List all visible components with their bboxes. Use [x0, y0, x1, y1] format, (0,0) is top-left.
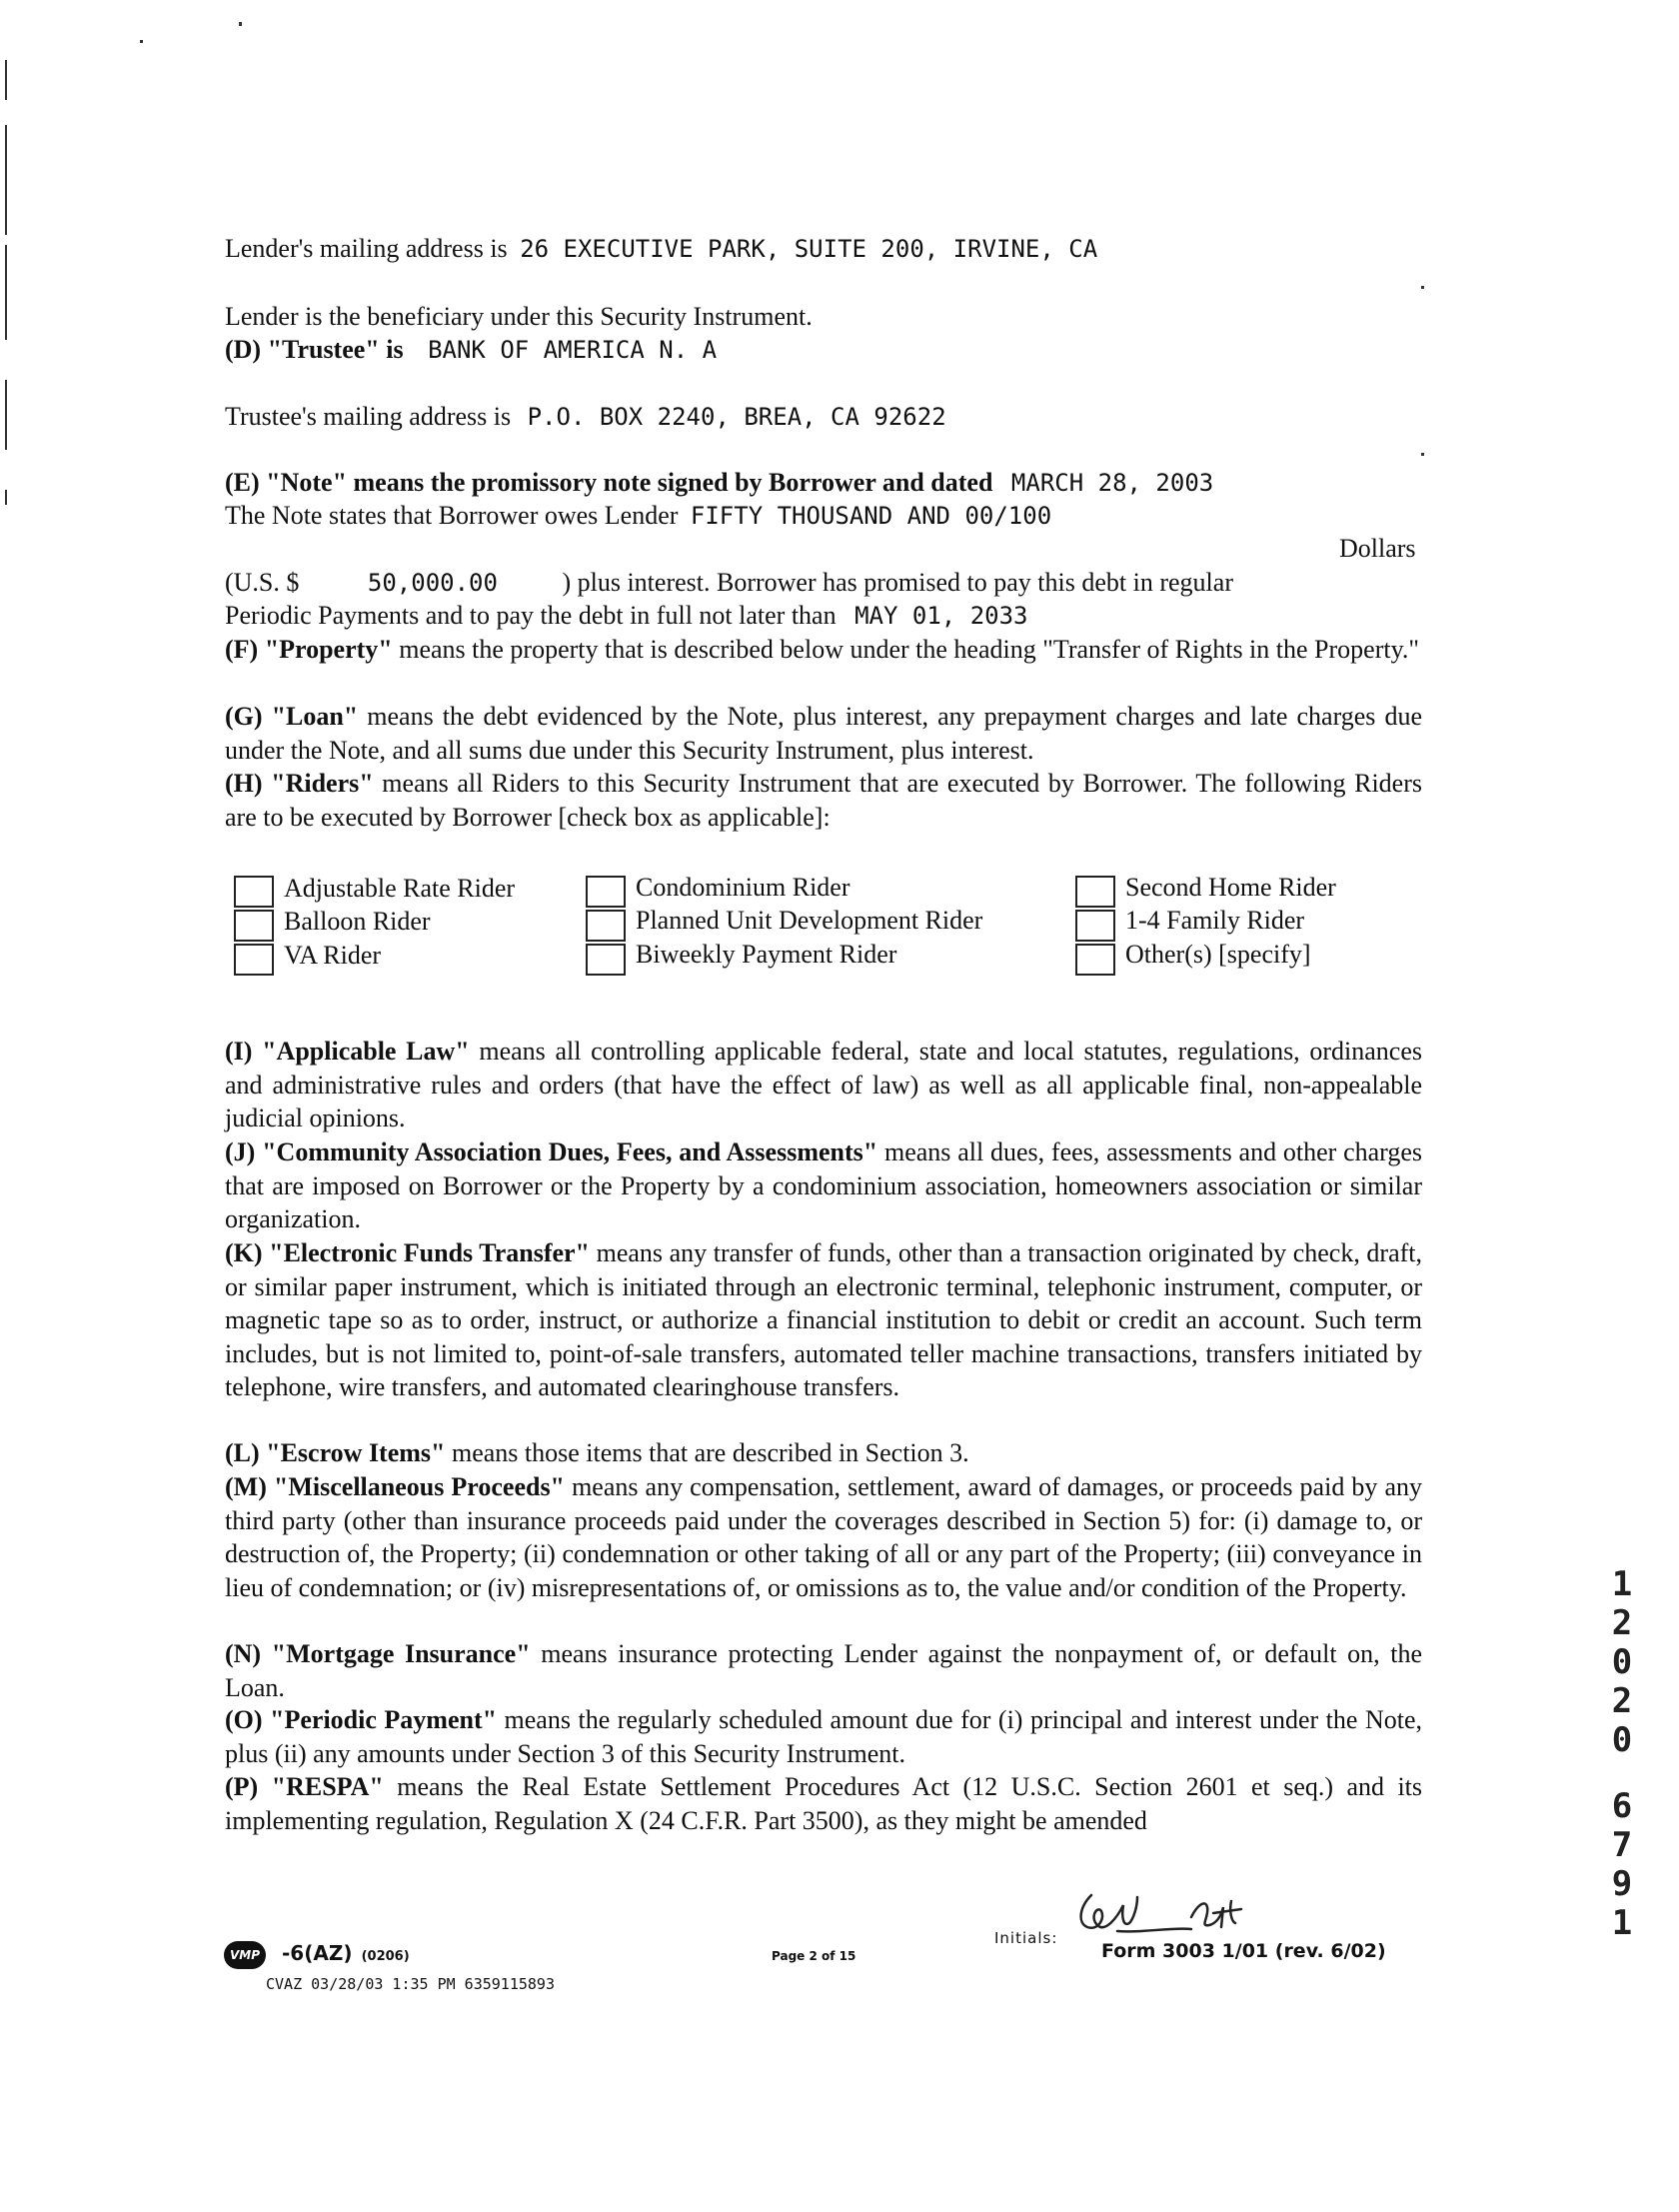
definition-term: (O) "Periodic Payment": [225, 1705, 498, 1734]
page-number: Page 2 of 15: [772, 1949, 856, 1963]
condominium-rider-checkbox[interactable]: [586, 876, 626, 908]
rider-label: VA Rider: [284, 941, 382, 970]
definition-term: (L) "Escrow Items": [225, 1438, 446, 1467]
definition-mortgage-insurance: [225, 1637, 1422, 1704]
definition-term: (M) "Miscellaneous Proceeds": [225, 1472, 565, 1501]
form-rev: (0206): [361, 1949, 410, 1964]
definition-loan: [225, 700, 1422, 767]
scan-mark: [5, 490, 7, 505]
definition-text: means the debt evidenced by the Note, plus interest, any prepayment charges and late charges due under the Note, and all sums due under this Security Instrument, plus interest.: [225, 702, 1422, 765]
note-owes-label: The Note states that Borrower owes Lender: [225, 501, 679, 530]
trustee-address-value: P.O. BOX 2240, BREA, CA 92622: [527, 403, 946, 431]
scan-mark: [1421, 453, 1424, 456]
rider-label: Adjustable Rate Rider: [284, 874, 516, 903]
one-four-family-rider-checkbox[interactable]: [1075, 910, 1115, 942]
adjustable-rate-rider-checkbox[interactable]: [234, 876, 274, 908]
lender-address-line: [225, 232, 1097, 266]
us-label: (U.S. $: [225, 568, 300, 597]
print-stamp: CVAZ 03/28/03 1:35 PM 6359115893: [266, 1975, 555, 1993]
definition-respa: [225, 1770, 1422, 1837]
definition-periodic-payment: [225, 1703, 1422, 1770]
definition-term: (I) "Applicable Law": [225, 1037, 470, 1066]
rider-label: 1-4 Family Rider: [1125, 906, 1305, 935]
initials-signature: [1071, 1887, 1271, 1943]
definition-text: means any compensation, settlement, award of damages, or proceeds paid by any third party (other than insurance proceeds paid under the coverages described in Section 5) for: (i) damage to, or destruction of, the Property; (ii) condemnation or other taking of all or any part of the Property; (iii) conveyance in lieu of condemnation; or (iv) misrepresentations of, or omissions as to, the value and/or condition of the Property.: [225, 1472, 1422, 1602]
definition-term: (G) "Loan": [225, 702, 359, 731]
scan-mark: [140, 40, 143, 43]
lender-address-label: Lender's mailing address is: [225, 234, 508, 263]
second-home-rider-checkbox[interactable]: [1075, 876, 1115, 908]
form-code: [282, 1941, 410, 1965]
others-rider-checkbox[interactable]: [1075, 944, 1115, 976]
note-line-3-rest: ) plus interest. Borrower has promised to pay this debt in regular: [562, 568, 1233, 597]
definition-text: means all Riders to this Security Instrument that are executed by Borrower. The following Riders are to be executed by Borrower [check box as applicable]:: [225, 769, 1422, 832]
note-line-4: [225, 599, 1027, 633]
definition-term: (N) "Mortgage Insurance": [225, 1639, 531, 1668]
vmp-logo-text: VMP: [229, 1948, 261, 1962]
recording-digit: 2: [1611, 1681, 1633, 1721]
form-code-value: -6(AZ): [282, 1941, 353, 1965]
definition-text: means all dues, fees, assessments and other charges that are imposed on Borrower or the Property by a condominium association, homeowners association or similar organization.: [225, 1137, 1422, 1233]
pud-rider-checkbox[interactable]: [586, 910, 626, 942]
note-line-3: [225, 566, 1233, 600]
definition-association-dues: [225, 1135, 1422, 1236]
scan-mark: [5, 60, 7, 100]
scan-mark: [5, 380, 7, 450]
recording-digit: 1: [1611, 1564, 1633, 1604]
biweekly-payment-rider-checkbox[interactable]: [586, 944, 626, 976]
rider-label: Second Home Rider: [1125, 873, 1336, 902]
rider-label: Condominium Rider: [636, 873, 850, 902]
note-date: MARCH 28, 2003: [1010, 469, 1214, 497]
note-amount-words: FIFTY THOUSAND AND 00/100: [690, 502, 1052, 530]
recording-digit: 2: [1611, 1603, 1633, 1643]
trustee-label: (D) "Trustee" is: [225, 335, 404, 364]
form-number: Form 3003 1/01 (rev. 6/02): [1101, 1940, 1386, 1962]
definition-term: (K) "Electronic Funds Transfer": [225, 1238, 590, 1267]
scan-mark: [5, 125, 7, 235]
definition-term: (H) "Riders": [225, 769, 374, 798]
definition-term: (F) "Property": [225, 635, 393, 664]
note-label: (E) "Note" means the promissory note signed by Borrower and dated: [225, 468, 993, 497]
initials-label: Initials:: [994, 1929, 1058, 1947]
definition-text: means the property that is described below under the heading "Transfer of Rights in the Property.": [392, 635, 1420, 664]
note-line-2: [225, 499, 1051, 533]
definition-text: means insurance protecting Lender against the nonpayment of, or default on, the Loan.: [225, 1639, 1422, 1702]
definition-property: [225, 633, 1422, 667]
definition-electronic-funds-transfer: [225, 1236, 1422, 1404]
rider-label: Other(s) [specify]: [1125, 940, 1311, 969]
rider-label: Planned Unit Development Rider: [636, 906, 983, 935]
definition-term: (J) "Community Association Dues, Fees, and Assessments": [225, 1137, 878, 1166]
maturity-value: MAY 01, 2033: [854, 602, 1028, 630]
beneficiary-line: Lender is the beneficiary under this Security Instrument.: [225, 302, 813, 331]
trustee-line: [225, 333, 717, 367]
note-amount-value: 50,000.00: [367, 569, 498, 597]
definition-text: means the regularly scheduled amount due for (i) principal and interest under the Note, plus (ii) any amounts under Section 3 of this Security Instrument.: [225, 1705, 1422, 1768]
scan-mark: [5, 245, 7, 340]
definition-text: means any transfer of funds, other than a transaction originated by check, draft, or similar paper instrument, which is initiated through an electronic terminal, telephonic instrument, computer, or magnetic tape so as to order, instruct, or authorize a financial institution to debit or credit an account. Such term includes, but is not limited to, point-of-sale transfers, automated teller machine transactions, transfers initiated by telephone, wire transfers, and automated clearinghouse transfers.: [225, 1238, 1423, 1401]
definition-text: means the Real Estate Settlement Procedures Act (12 U.S.C. Section 2601 et seq.) and its implementing regulation, Regulation X (24 C.F.R. Part 3500), as they might be amended: [225, 1772, 1423, 1835]
recording-digit: 0: [1611, 1720, 1633, 1760]
recording-digit: 7: [1611, 1825, 1633, 1865]
definition-text: means all controlling applicable federal, state and local statutes, regulations, ordinances and administrative rules and orders (that have the effect of law) as well as all applicable final, non-appealable judicial opinions.: [225, 1037, 1422, 1132]
maturity-label: Periodic Payments and to pay the debt in full not later than: [225, 601, 837, 630]
rider-label: Biweekly Payment Rider: [636, 940, 897, 969]
trustee-address-label: Trustee's mailing address is: [225, 402, 512, 431]
definition-applicable-law: [225, 1035, 1422, 1135]
rider-label: Balloon Rider: [284, 907, 431, 936]
recording-digit: 0: [1611, 1642, 1633, 1682]
vmp-logo: [224, 1941, 266, 1969]
recording-digit: 1: [1611, 1903, 1633, 1943]
definition-riders: [225, 767, 1422, 834]
recording-digit: 6: [1611, 1786, 1633, 1826]
dollars-word: Dollars: [1339, 534, 1416, 563]
definition-miscellaneous-proceeds: [225, 1470, 1422, 1604]
note-line-1: [225, 466, 1213, 500]
trustee-address-line: [225, 400, 946, 434]
scan-mark: [239, 22, 242, 26]
lender-address-value: 26 EXECUTIVE PARK, SUITE 200, IRVINE, CA: [520, 235, 1098, 263]
scan-mark: [1421, 286, 1424, 289]
recording-digit: 9: [1611, 1864, 1633, 1904]
trustee-value: BANK OF AMERICA N. A: [428, 336, 718, 364]
va-rider-checkbox[interactable]: [234, 944, 274, 976]
definition-text: means those items that are described in Section 3.: [445, 1438, 969, 1467]
definition-term: (P) "RESPA": [225, 1772, 384, 1801]
definition-escrow-items: [225, 1436, 1422, 1470]
balloon-rider-checkbox[interactable]: [234, 910, 274, 942]
